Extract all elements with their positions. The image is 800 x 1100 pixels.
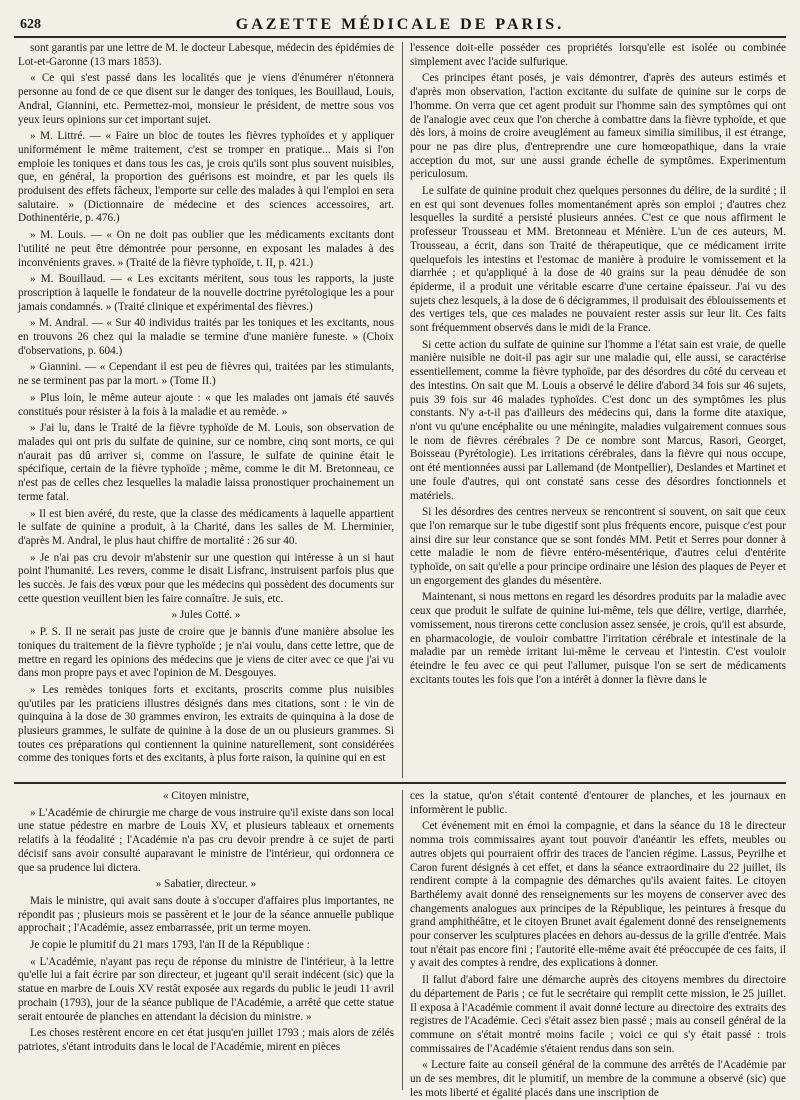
paragraph: » Il est bien avéré, du reste, que la classe des médicaments à laquelle appartient le sulfate de quinine a produit, à la Charité, dans les salles de M. Lherminier, d'après M. Andral, le plus haut chiffre de mortalité : 26 sur 40. [18, 507, 394, 547]
paragraph: Maintenant, si nous mettons en regard les désordres produits par la maladie avec ceux que produit le sulfate de quinine lui-même, tels que délire, vertige, diarrhée, vomissement, nous tirerons cette conclusion assez sensée, je crois, qu'il est absurde, en pharmacologie, de vouloir combattre l'irritation cérébrale et intestinale de la maladie par un remède irritant lui-même le cerveau et l'intestin. C'est vouloir éteindre le feu avec ce qui peut l'allumer, puisque l'on se sert de médicaments excitants toutes les fois que l'on a intérêt à donner la fièvre dans le [410, 591, 786, 686]
salutation: « Citoyen ministre, [162, 790, 250, 802]
signature: » Sabatier, directeur. » [155, 878, 257, 891]
paragraph: » M. Louis. — « On ne doit pas oublier que les médicaments excitants dont l'utilité ne peut être démontrée pour personne, en exposant les malades à des inconvénients graves. » (Traité de la fièvre typhoïde, t. II, p. 421.) [18, 229, 394, 269]
lower-right-column [410, 790, 786, 1099]
upper-right-column [410, 42, 786, 778]
lower-left-column [18, 790, 394, 1090]
paragraph: Il fallut d'abord faire une démarche auprès des citoyens membres du directoire du département de Paris ; ce fut le secrétaire qui remplit cette mission, le 25 juillet. Il exposa à l'Académie comment il avait donné lecture au directoire des extraits des registres de l'Académie. Ceci s'était assez bien passé ; mais au conseil général de la commune on s'était montré moins facile ; voici ce qui s'y était passé : trois commissaires de l'Académie s'étaient rendus dans son sein. [410, 974, 786, 1055]
page-number: 628 [20, 17, 41, 32]
paragraph: Ces principes étant posés, je vais démontrer, d'après des auteurs estimés et d'après mon observation, l'action excitante du sulfate de quinine sur le corps de l'homme. On verra que cet agent produit sur l'homme sain des symptômes qui ont de l'analogie avec ceux que l'on cherche à combattre dans la fièvre typhoïde, et que dès lors, à moins de croire aveuglément au fameux similia similibus, il est étrange, pour ne pas dire plus, d'entreprendre une cure homœopathique, dans la vraie acception du mot, sur une aussi grande échelle de symptômes. Experimentum periculosum. [410, 72, 786, 181]
column-rule [402, 790, 403, 1090]
paragraph: l'essence doit-elle posséder ces propriétés lorsqu'elle est isolée ou combinée simplement avec l'acide sulfurique. [410, 42, 786, 68]
paragraph: » Plus loin, le même auteur ajoute : « que les malades ont jamais été sauvés constitués pour résister à la fois à la maladie et au remède. » [18, 391, 394, 418]
paragraph: « Lecture faite au conseil général de la commune des arrêtés de l'Académie par un de ses membres, dit le plumitif, un membre de la commune a observé (sic) que les mots liberté et égalité placés dans une inscription de [410, 1059, 786, 1099]
paragraph: « Ce qui s'est passé dans les localités que je viens d'énumérer n'étonnera personne au fond de ce que disent sur le danger des toniques, les Bouillaud, Louis, Andral, Giannini, etc. Permettez-moi, monsieur le président, de mettre sous vos yeux leurs opinions sur cet important sujet. [18, 72, 394, 126]
page-header [14, 14, 786, 38]
paragraph: « L'Académie, n'ayant pas reçu de réponse du ministre de l'intérieur, à la lettre qu'elle lui a fait écrire par son directeur, et jugeant qu'il serait indécent (sic) que la statue en marbre de Louis XV restât exposée aux regards du public le jeudi 11 avril prochain (1793), jour de la séance publique de l'Académie, a arrêté que cette statue serait entourée de planches en attendant la décision du ministre. » [18, 955, 394, 1023]
upper-left-column [18, 42, 394, 778]
paragraph: » J'ai lu, dans le Traité de la fièvre typhoïde de M. Louis, son observation de malades qui ont pris du sulfate de quinine, sur ce nombre, cinq sont morts, ce qui n'aurait pas dû arriver si, comme on l'assure, le sulfate de quinine était le spécifique, certain de la fièvre typhoïde ; même, comme le dit M. Bretonneau, ce n'est pas de celles chez lesquelles la maladie laissa pronostiquer prochainement un terme fatal. [18, 422, 394, 503]
paragraph: Je copie le plumitif du 21 mars 1793, l'an II de la République : [30, 939, 310, 952]
upper-section [18, 42, 786, 778]
paragraph: » M. Littré. — « Faire un bloc de toutes les fièvres typhoïdes et y appliquer uniformément le même traitement, c'est se tromper en pratique... Mais si l'on emploie les toniques et dans tous les cas, je crois qu'ils sont plus souvent nuisibles, que, en général, la proportion des guérisons est moindre, et par les quels ils produisent des effets fâcheux, l'emporte sur celle des malades à qui l'emploi en sera salutaire. » (Dictionnaire de médecine et des sciences accessoires, art. Dothinentérie, p. 476.) [18, 130, 394, 225]
paragraph: » Les remèdes toniques forts et excitants, proscrits comme plus nuisibles qu'utiles par les praticiens illustres désignés dans mes citations, sont : le vin de quinquina à la dose de 30 grammes environ, les extraits de quinquina à la dose de plusieurs grammes, le sulfate de quinine à la dose de un ou plusieurs grammes. Si toutes ces préparations qui contiennent la quinine naturellement, sont considérées comme des toniques forts et des excitants, à plus forte raison, la quinine qui en est [18, 683, 394, 765]
paragraph: Le sulfate de quinine produit chez quelques personnes du délire, de la surdité ; il en est qui sont devenues folles momentanément après son emploi ; d'autres chez lesquelles la surdité a persisté plusieurs années. C'est ce que nous affirment le professeur Trousseau et MM. Bretonneau et Ménière. L'un de ces auteurs, M. Trousseau, a écrit, dans son Traité de thérapeutique, que ce médicament irrite quelquefois les intestins et l'estomac de manière à produire le vomissement et la diarrhée ; et qu'appliqué à la dose de 40 grains sur la peau dénudée de son épiderme, il a produit une véritable escarre d'une certaine épaisseur. J'ai vu des sujets chez lesquels, à la dose de 6 décigrammes, il produisait des éblouissements et des vertiges tels, que ces malades ne pouvaient rester assis sur leur lit. Ces faits sont fréquemment observés dans le midi de la France. [410, 185, 786, 335]
paragraph: Cet événement mit en émoi la compagnie, et dans la séance du 18 le directeur nomma trois commissaires ayant tout pouvoir d'anéantir les effets, meubles ou autres objets qui pourraient offrir des traces de l'ancien régime. Lassus, Peyrilhe et Caron furent désignés à cet effet, et dans la séance extraordinaire du 22 juillet, ils rendirent compte à la compagnie des démarches qu'ils avaient faites. Le citoyen Barthélemy avait donné des renseignements sur les moyens de conserver avec des changements analogues aux principes de la République, les peintures à fresque du grand amphithéâtre, et le citoyen Brunet avait également donné des renseignements pour conserver les sculptures placées en dehors au-dessus de la grille d'entrée. Mais tout n'était pas encore fini ; l'autorité elle-même avait été préoccupée de ces faits, il y avait des comptes à rendre, des explications à donner. [410, 820, 786, 970]
paragraph: sont garantis par une lettre de M. le docteur Labesque, médecin des épidémies de Lot-et-Garonne (13 mars 1853). [18, 42, 394, 68]
paragraph: » M. Andral. — « Sur 40 individus traités par les toniques et les excitants, nous en trouvons 26 chez qui la maladie se termine d'une manière funeste. » (Choix d'observations, p. 604.) [18, 317, 394, 357]
paragraph: » M. Bouillaud. — « Les excitants méritent, sous tous les rapports, la juste proscription à laquelle le fondateur de la nouvelle doctrine pyrétologique les a pour jamais condamnés. » (Traité clinique et expérimental des fièvres.) [18, 273, 394, 313]
paragraph: » Je n'ai pas cru devoir m'abstenir sur une question qui intéresse à un si haut point l'humanité. Les revers, comme le disait Lisfranc, instruisent parfois plus que les succès. Je fais des vœux pour que les médecins qui possèdent des documents sur cette question veuillent bien les faire connaître. Je suis, etc. [18, 551, 394, 605]
paragraph: ces la statue, qu'on s'était contenté d'entourer de planches, et les journaux en informèrent le public. [410, 790, 786, 816]
journal-title: GAZETTE MÉDICALE DE PARIS. [235, 16, 565, 33]
column-rule [402, 42, 403, 778]
paragraph: » L'Académie de chirurgie me charge de vous instruire qu'il existe dans son local une statue pédestre en marbre de Louis XV, et plusieurs tableaux et ornements relatifs à la féodalité ; l'Académie n'a pas cru devoir prendre à ce sujet de parti décisif sans avoir consulté auparavant le ministre de l'intérieur, qui ordonnera ce que sa prudence lui dictera. [18, 806, 394, 874]
paragraph: » Giannini. — « Cependant il est peu de fièvres qui, traitées par les stimulants, ne se terminent pas par la mort. » (Tome II.) [18, 361, 394, 388]
paragraph: » P. S. Il ne serait pas juste de croire que je bannis d'une manière absolue les toniques du traitement de la fièvre typhoïde ; je n'ai voulu, dans cette lettre, que de mettre en regard les opinions des médecins que je viens de citer avec ce que j'ai vu dans mon propre pays et avec l'opinion de M. Desgouyes. [18, 626, 394, 680]
paragraph: Les choses restèrent encore en cet état jusqu'en juillet 1793 ; mais alors de zélés patriotes, s'étant introduits dans le local de l'Académie, mirent en pièces [18, 1027, 394, 1053]
lower-section [18, 790, 786, 1099]
paragraph: Mais le ministre, qui avait sans doute à s'occuper d'affaires plus importantes, ne répondit pas ; plusieurs mois se passèrent et le jour de la séance annuelle publique approchait ; l'Académie, assez embarrassée, prit un terme moyen. [18, 894, 394, 935]
paragraph: Si cette action du sulfate de quinine sur l'homme a l'état sain est vraie, de quelle manière nuisible ne doit-il pas agir sur une maladie qui, elle aussi, se caractérise essentiellement, comme la fièvre typhoïde, par des désordres du côté du cerveau et des intestins. On sait que M. Louis a observé le délire d'abord 34 fois sur 46 sujets, puis 39 fois sur 46 malades typhoïdes. C'est donc un des symptômes les plus constants. N'y a-t-il pas d'ailleurs des médecins qui, dans la forme dite ataxique, n'ont vu qu'une encéphalite ou une méningite, maladies vulgairement connues sous le nom de fièvres cérébrales ? De ce nombre sont Marcus, Rasori, Georget, Boisseau (Pyrétologie). Les irritations cérébrales, dans la fièvre qui nous occupe, ont été mentionnées aussi par Lallemand (de Montpellier), Deslandes et Martinet et une foule d'autres, qui ont constaté sans cesse des désordres fonctionnels et matériels. [410, 338, 786, 502]
section-divider [14, 782, 786, 784]
paragraph: Si les désordres des centres nerveux se rencontrent si souvent, on sait que ceux que l'on remarque sur le tube digestif sont plus fréquents encore, puisque c'est pour ainsi dire sur leur constance que se sont fondés MM. Petit et Serres pour donner à cette maladie le nom de fièvre entéro-mésentérique, d'autres celui d'entérite typhoïde, on sait qu'elle a pour principe ordinaire une lésion des plaques de Peyer et un engorgement des glandes du mésentère. [410, 506, 786, 587]
signature: » Jules Cotté. » [171, 609, 241, 622]
